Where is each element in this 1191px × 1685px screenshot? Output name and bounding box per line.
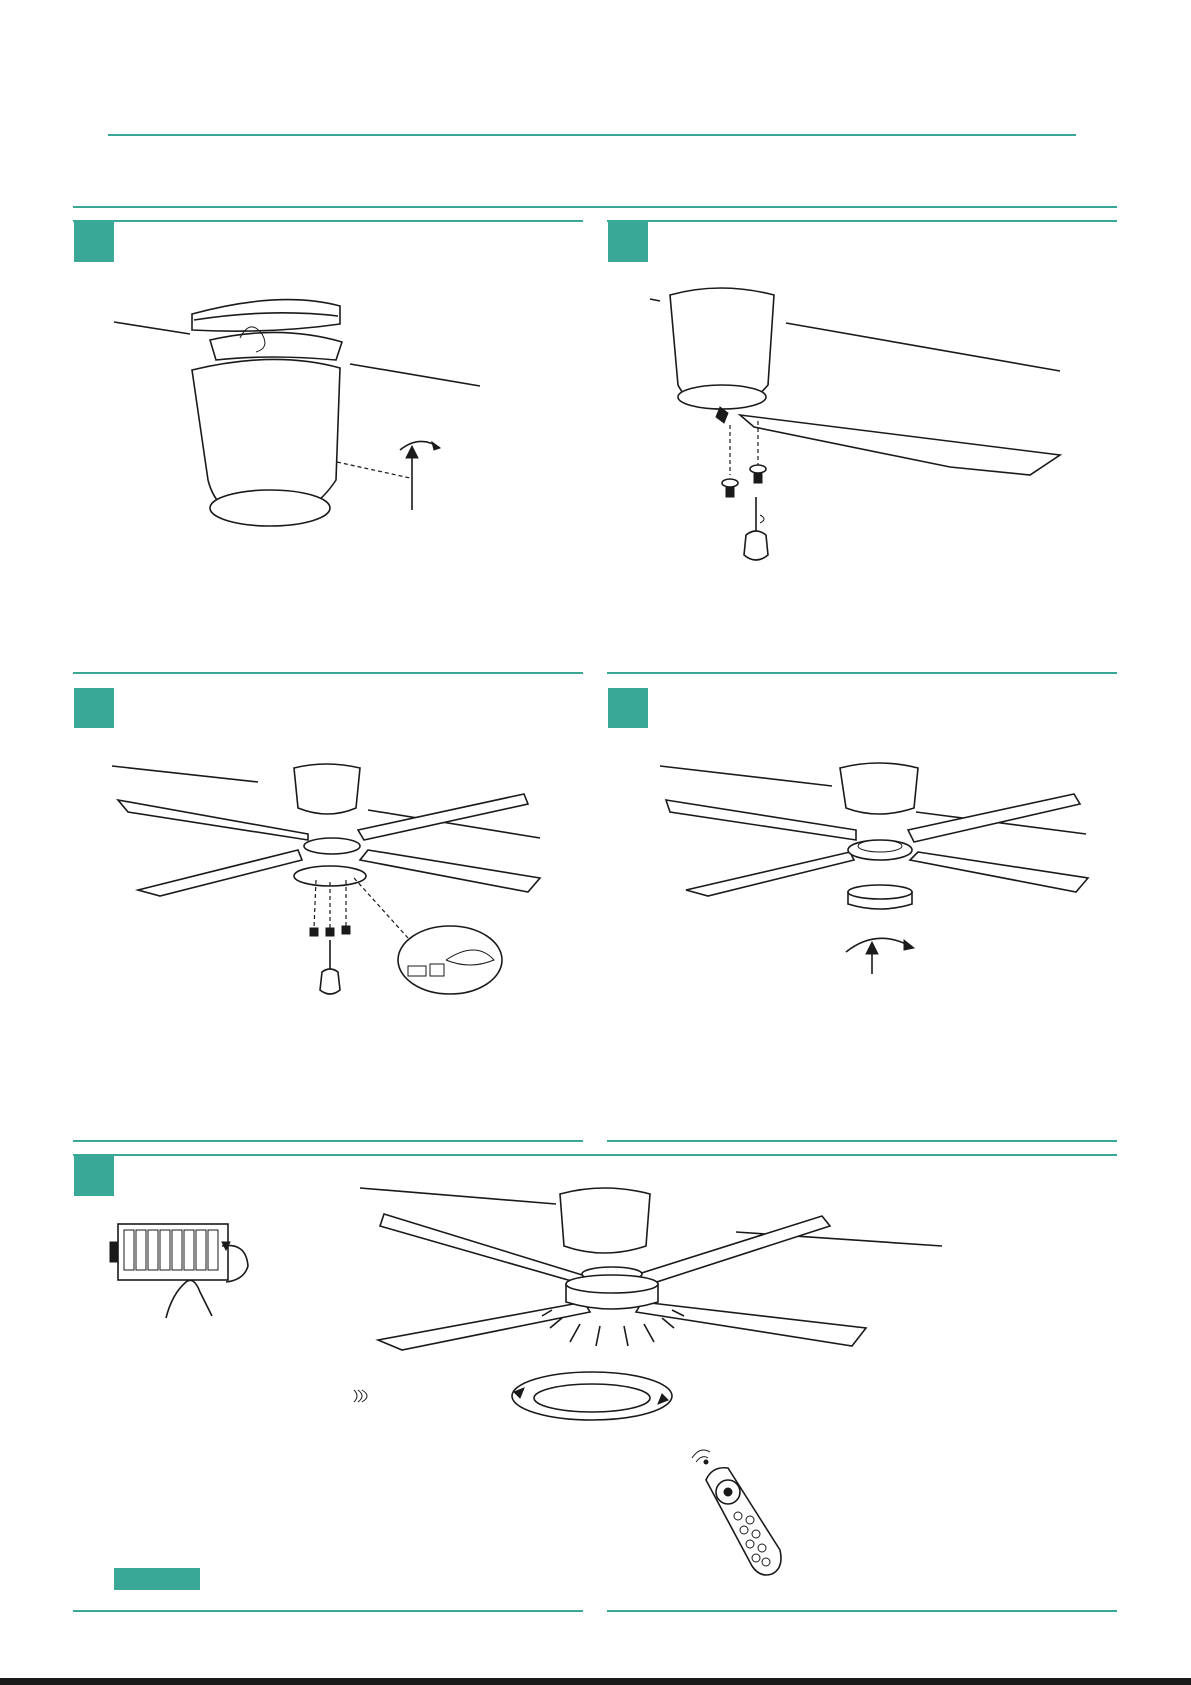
fan-light-on-icon <box>356 1180 946 1440</box>
step-2-badge <box>608 222 648 262</box>
blade-plate-screw-icon <box>108 760 548 1010</box>
step-4-rule <box>607 672 1117 674</box>
footer-badge <box>114 1568 200 1590</box>
footer-rule-right <box>607 1610 1117 1612</box>
step-2-rule <box>607 220 1117 222</box>
step-1-rule <box>73 220 583 222</box>
section-rule-top <box>73 206 1117 208</box>
blade-attach-screw-icon <box>650 285 1070 575</box>
ceiling-mount-install-icon <box>100 290 500 550</box>
header-rule <box>108 134 1076 136</box>
step-3-rule <box>73 672 583 674</box>
remote-control-icon <box>688 1440 798 1580</box>
power-on-remote-icon <box>110 1222 270 1322</box>
signal-icon <box>350 1386 370 1406</box>
section-divider-left <box>73 1140 583 1142</box>
footer-rule-left <box>73 1610 583 1612</box>
light-kit-twist-icon <box>656 760 1096 980</box>
step-4-badge <box>608 688 648 728</box>
section-divider-right <box>607 1140 1117 1142</box>
step-1-badge <box>74 222 114 262</box>
step-3-badge <box>74 688 114 728</box>
page-bottom-bar <box>0 1678 1191 1685</box>
step-5-badge <box>74 1156 114 1196</box>
step-5-rule <box>73 1154 1117 1156</box>
